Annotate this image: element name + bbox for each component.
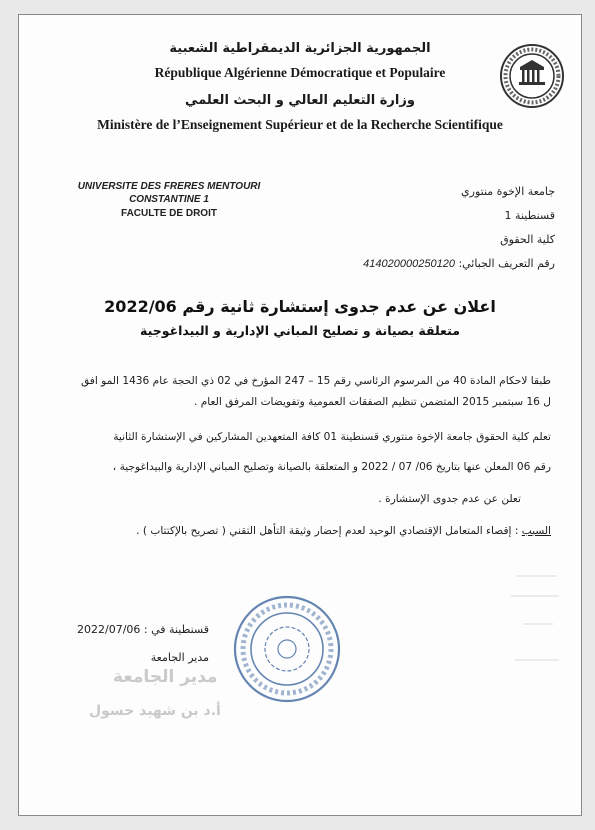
- faculty-ar: كلية الحقوق: [500, 233, 555, 246]
- faculty-line: FACULTE DE DROIT: [121, 208, 217, 219]
- show-through-marks: [507, 563, 567, 713]
- announcement-title: اعلان عن عدم جدوى إستشارة ثانية رقم 2022/06: [104, 297, 496, 316]
- university-city-ar: قسنطينة 1: [504, 209, 555, 222]
- university-line-1: UNIVERSITE DES FRERES MENTOURI: [77, 181, 261, 192]
- reason-text: : إقصاء المتعامل الإقتصادي الوحيد لعدم إحضار وثيقة التأهل التقني ( تصريح بالإكتتاب ) .: [136, 525, 519, 537]
- republic-arabic: الجمهورية الجزائرية الديمقراطية الشعبية: [169, 41, 431, 56]
- tax-id-value: 414020000250120: [363, 258, 455, 270]
- paragraph-2-line-3: تعلن عن عدم جدوى الإستشارة .: [378, 493, 521, 505]
- ministry-arabic: وزارة التعليم العالي و البحث العلمي: [185, 93, 415, 108]
- ministry-french: Ministère de l’Enseignement Supérieur et de la Recherche Scientifique: [97, 117, 503, 132]
- republic-french: République Algérienne Démocratique et Populaire: [154, 65, 446, 80]
- reason-label: السبب: [521, 525, 551, 537]
- signatory-title: مدير الجامعة: [150, 651, 209, 664]
- reason-line: [136, 525, 551, 537]
- paragraph-2-line-1: تعلم كلية الحقوق جامعة الإخوة منتوري قسنطينة 01 كافة المتعهدين المشاركين في الإستشارة الثانية: [113, 431, 551, 443]
- university-name-ar: جامعة الإخوة منتوري: [461, 185, 555, 198]
- university-line-2: CONSTANTINE 1: [129, 194, 209, 205]
- tax-id-line: [363, 257, 555, 270]
- tax-id-label: رقم التعريف الجبائي:: [458, 257, 555, 270]
- place-and-date: قسنطينة في : 2022/07/06: [77, 623, 209, 636]
- official-round-stamp-icon: [231, 593, 343, 705]
- document-page: [18, 14, 582, 816]
- paragraph-1-line-1: طبقا لاحكام المادة 40 من المرسوم الرئاسي رقم 15 – 247 المؤرخ في 02 ذي الحجة عام 1436 المو افق: [80, 375, 551, 387]
- announcement-subtitle: متعلقة بصيانة و تصليح المباني الإدارية و البيداغوجية: [140, 323, 460, 338]
- university-name-fr: [69, 181, 269, 219]
- director-stamp-title: مدير الجامعة: [113, 667, 218, 687]
- director-stamp-name: أ.د بن شهيد حسول: [89, 703, 221, 719]
- university-seal-icon: [499, 43, 565, 109]
- paragraph-2-line-2: رقم 06 المعلن عنها بتاريخ 06/ 07 / 2022 و المتعلقة بالصيانة وتصليح المباني الإدارية والبيداغوجية ،: [112, 461, 551, 473]
- paragraph-1-line-2: ل 16 سبتمبر 2015 المتضمن تنظيم الصفقات العمومية وتفويضات المرفق العام .: [193, 396, 551, 408]
